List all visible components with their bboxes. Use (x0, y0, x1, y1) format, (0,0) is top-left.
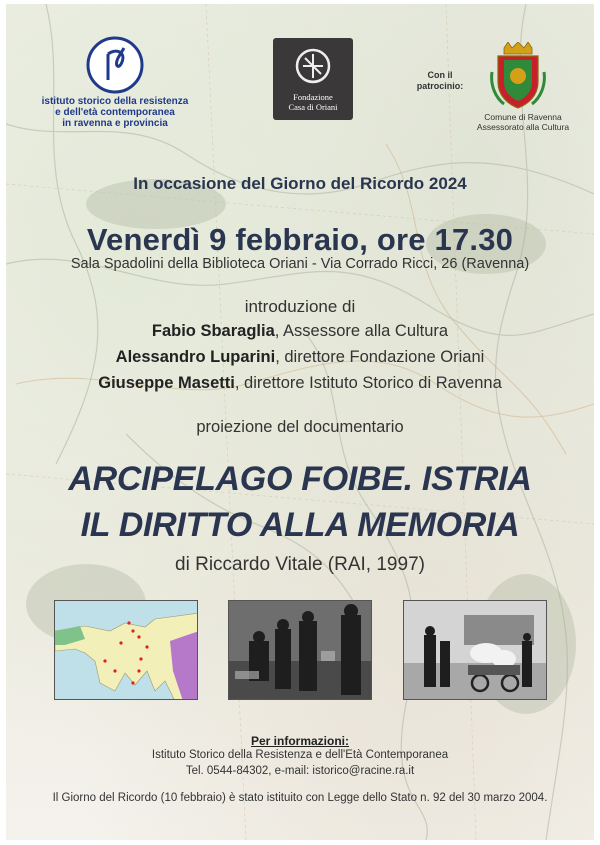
occasione-heading: In occasione del Giorno del Ricordo 2024 (133, 174, 467, 193)
oriani-name: Fondazione Casa di Oriani (288, 92, 338, 112)
speaker-name: Giuseppe Masetti (98, 374, 235, 392)
speaker-line (6, 374, 594, 393)
speaker-line (6, 348, 594, 367)
istria-map-image (54, 600, 198, 700)
documentary-title-line1: ARCIPELAGO FOIBE. ISTRIA (68, 460, 532, 498)
isr-logo-icon (86, 36, 144, 94)
historic-photo-recovery (228, 600, 372, 700)
proiezione-label: proiezione del documentario (196, 418, 404, 436)
ravenna-assessorato: Comune di Ravenna Assessorato alla Cultura (476, 112, 570, 132)
event-date-time: Venerdì 9 febbraio, ore 17.30 (86, 222, 514, 257)
isr-name: istituto storico della resistenza e dell'età contemporanea in ravenna e provincia (41, 96, 189, 129)
speaker-role: , direttore Istituto Storico di Ravenna (234, 374, 502, 392)
speaker-name: Alessandro Luparini (115, 348, 276, 366)
documentary-title-line2: IL DIRITTO ALLA MEMORIA (80, 506, 520, 544)
info-contacts: Tel. 0544-84302, e-mail: istorico@racine.ra.it (185, 765, 415, 777)
historic-photo-exodus (403, 600, 547, 700)
poster (6, 4, 594, 840)
documentary-author: di Riccardo Vitale (RAI, 1997) (175, 554, 425, 575)
speaker-role: , direttore Fondazione Oriani (275, 348, 485, 366)
speaker-role: , Assessore alla Cultura (274, 322, 449, 340)
info-institute: Istituto Storico della Resistenza e dell'Età Contemporanea (151, 749, 449, 761)
oriani-emblem-icon (291, 44, 335, 88)
info-heading: Per informazioni: (250, 734, 349, 748)
law-footnote: Il Giorno del Ricordo (10 febbraio) è stato istituito con Legge dello Stato n. 92 del 30 marzo 2004. (52, 792, 548, 804)
speaker-name: Fabio Sbaraglia (151, 322, 275, 340)
patrocinio-label: Con il patrocinio: (416, 70, 464, 91)
intro-label: introduzione di (244, 297, 356, 316)
ravenna-crest-icon (490, 42, 546, 112)
speaker-line (6, 322, 594, 341)
event-venue: Sala Spadolini della Biblioteca Oriani - Via Corrado Ricci, 26 (Ravenna) (70, 256, 530, 272)
fondazione-oriani-logo (273, 38, 353, 120)
